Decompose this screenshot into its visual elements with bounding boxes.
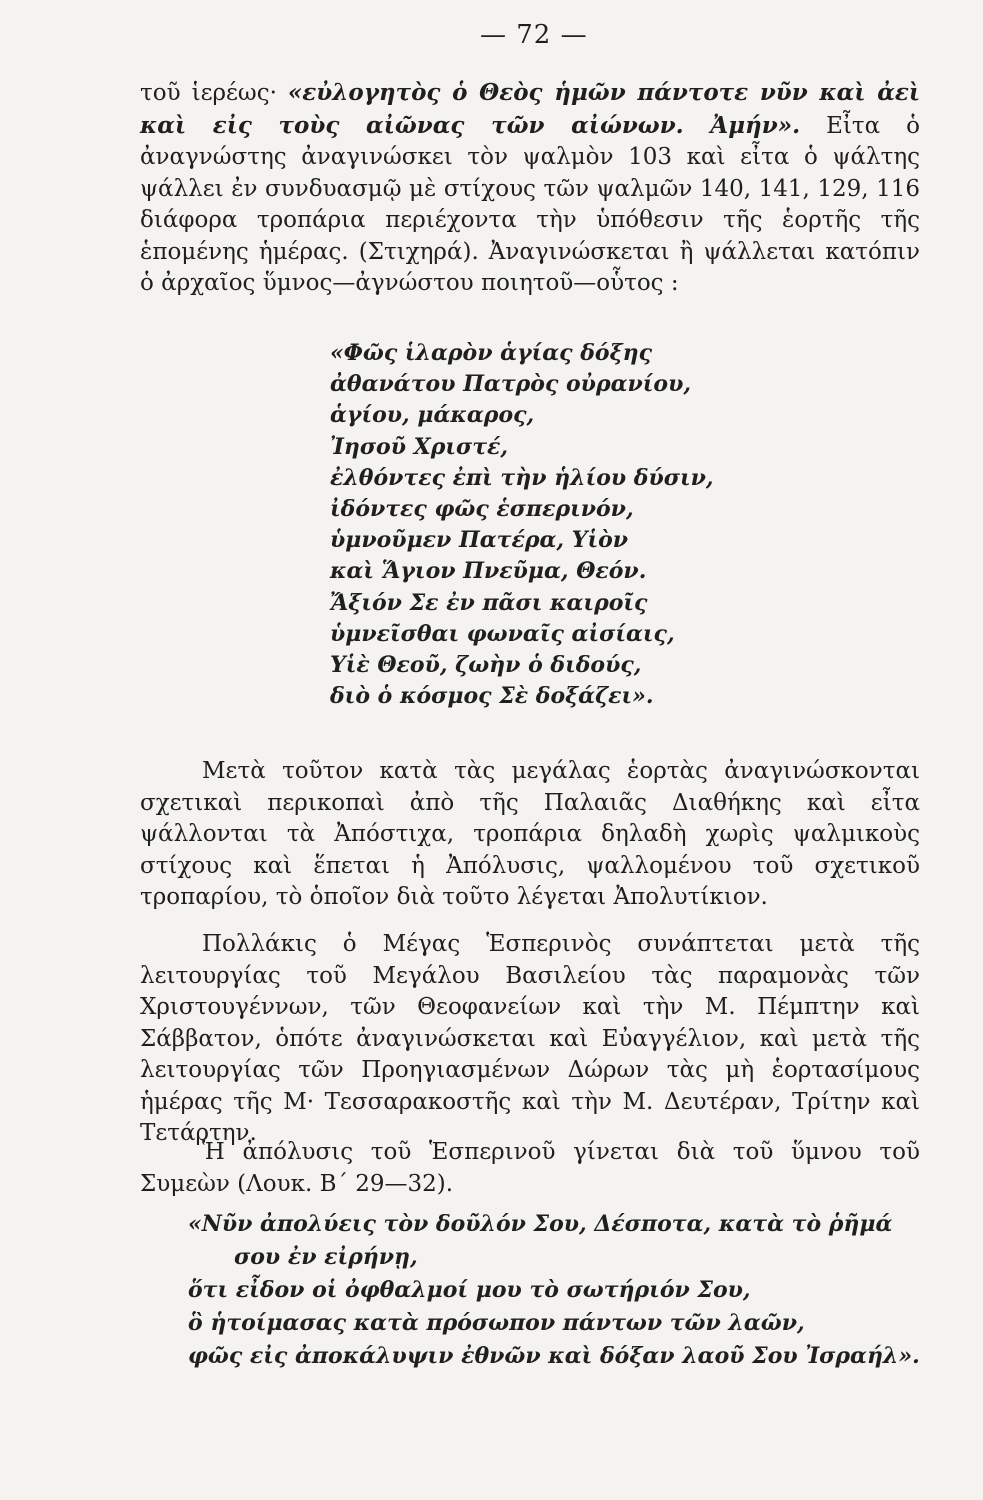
canticle-line: ὃ ἡτοίμασας κατὰ πρόσωπον πάντων τῶν λαῶν, [188, 1310, 805, 1336]
hymn-line: ἀθανάτου Πατρὸς οὐρανίου, [330, 371, 692, 398]
page-number: — 72 — [480, 20, 588, 50]
paragraph-1-rest: Εἶτα ὁ ἀναγνώστης ἀναγινώσκει τὸν ψαλμὸν 103 καὶ εἶτα ὁ ψάλτης ψάλλει ἐν συνδυασμῷ μὲ στίχους τῶν ψαλμῶν 140, 141, 129, 116 διάφορα τροπάρια περιέχοντα τὴν ὑπόθεσιν τῆς ἑορτῆς τῆς ἑπομένης ἡμέρας. (Στιχηρά). Ἀναγινώσκεται ἢ ψάλλεται κατόπιν ὁ ἀρχαῖος ὕμνος—ἀγνώστου ποιητοῦ—οὗτος : [140, 112, 920, 296]
hymn-line: ἐλθόντες ἐπὶ τὴν ἡλίου δύσιν, [330, 464, 714, 491]
paragraph-1 [140, 77, 920, 300]
paragraph-3: Πολλάκις ὁ Μέγας Ἑσπερινὸς συνάπτεται μετὰ τῆς λειτουργίας τοῦ Μεγάλου Βασιλείου τὰς παραμονὰς τῶν Χριστουγέννων, τῶν Θεοφανείων καὶ τὴν Μ. Πέμπτην καὶ Σάββατον, ὁπότε ἀναγινώσκεται καὶ Εὐαγγέλιον, καὶ μετὰ τῆς λειτουργίας τῶν Προηγιασμένων Δώρων τὰς μὴ ἑορτασίμους ἡμέρας τῆς Μ· Τεσσαρακοστῆς καὶ τὴν Μ. Δευτέραν, Τρίτην καὶ Τετάρτην. [140, 931, 920, 1146]
hymn-line: Ἰησοῦ Χριστέ, [330, 433, 509, 460]
paragraph-1-quote: «εὐλογητὸς ὁ Θεὸς ἡμῶν πάντοτε νῦν καὶ ἀεὶ καὶ εἰς τοὺς αἰῶνας τῶν αἰώνων. Ἀμήν». [140, 79, 921, 139]
hymn-line: Ἄξιόν Σε ἐν πᾶσι καιροῖς [330, 589, 648, 616]
hymn-line: διὸ ὁ κόσμος Σὲ δοξάζει». [330, 683, 654, 710]
canticle-line: «Νῦν ἀπολύεις τὸν δοῦλόν Σου, Δέσποτα, κατὰ τὸ ῥῆμά [188, 1211, 893, 1237]
hymn-line: ἰδόντες φῶς ἑσπερινόν, [330, 496, 634, 523]
hymn-line: «Φῶς ἱλαρὸν ἁγίας δόξης [330, 340, 652, 366]
hymn-line: ὑμνοῦμεν Πατέρα, Υἱὸν [330, 527, 629, 554]
paragraph-2: Μετὰ τοῦτον κατὰ τὰς μεγάλας ἑορτὰς ἀναγινώσκονται σχετικαὶ περικοπαὶ ἀπὸ τῆς Παλαιᾶς Διαθήκης καὶ εἶτα ψάλλονται τὰ Ἀπόστιχα, τροπάρια δηλαδὴ χωρὶς ψαλμικοὺς στίχους καὶ ἕπεται ἡ Ἀπόλυσις, ψαλλομένου τοῦ σχετικοῦ τροπαρίου, τὸ ὁποῖον διὰ τοῦτο λέγεται Ἀπολυτίκιον. [140, 758, 920, 910]
hymn-line: ὑμνεῖσθαι φωναῖς αἰσίαις, [330, 620, 675, 647]
hymn-line: Υἱὲ Θεοῦ, ζωὴν ὁ διδούς, [330, 652, 642, 679]
hymn-line: καὶ Ἅγιον Πνεῦμα, Θεόν. [330, 558, 647, 585]
hymn-phos-hilaron [330, 338, 890, 712]
canticle-line: φῶς εἰς ἀποκάλυψιν ἐθνῶν καὶ δόξαν λαοῦ Σου Ἰσραήλ». [188, 1343, 920, 1369]
canticle-line: ὅτι εἶδον οἱ ὀφθαλμοί μου τὸ σωτήριόν Σου, [188, 1277, 751, 1303]
canticle-line: σου ἐν εἰρήνῃ, [234, 1244, 418, 1270]
hymn-line: ἁγίου, μάκαρος, [330, 402, 535, 429]
paragraph-4: Ἡ ἀπόλυσις τοῦ Ἑσπερινοῦ γίνεται διὰ τοῦ ὕμνου τοῦ Συμεὼν (Λουκ. Β´ 29—32). [140, 1139, 920, 1197]
canticle-of-simeon [188, 1208, 920, 1373]
paragraph-1-lead: τοῦ ἱερέως· [140, 80, 288, 106]
